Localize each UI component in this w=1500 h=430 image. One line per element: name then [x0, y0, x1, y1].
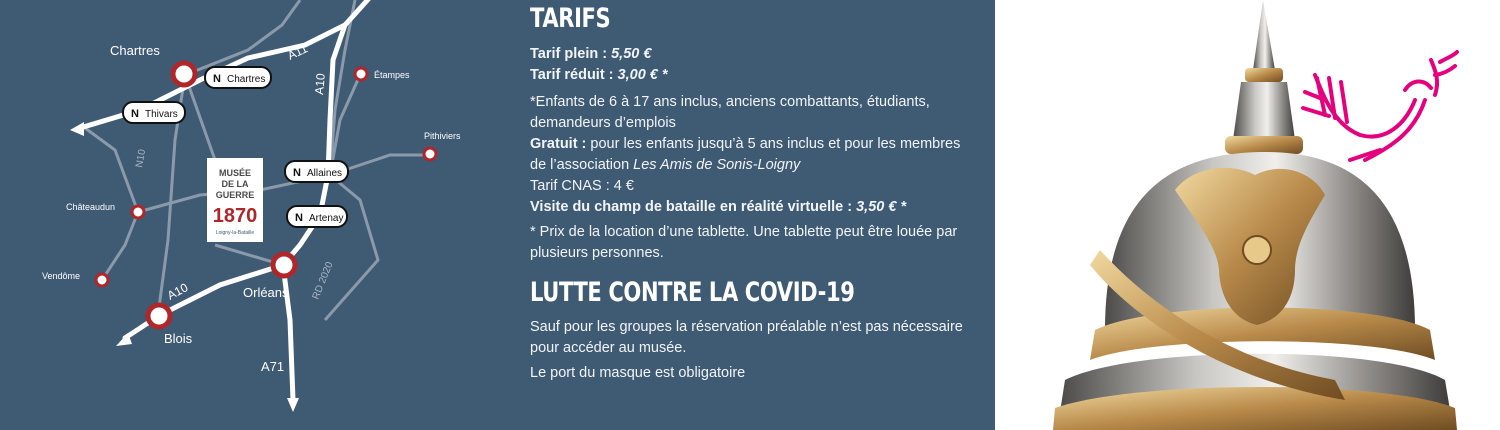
tarifs-heading: TARIFS: [530, 3, 611, 34]
tarif-vr-note: * Prix de la location d’une tablette. Une tablette peut être louée par plusieurs personnes.: [530, 223, 958, 261]
exit-label: Thivars: [145, 109, 178, 120]
museum-logo: [207, 158, 263, 242]
tarif-plein-label: Tarif plein :: [530, 45, 612, 62]
exit-label: Chartres: [227, 74, 266, 85]
tarif-reduit-label: Tarif réduit :: [530, 66, 618, 83]
exit-icon: N: [295, 212, 303, 224]
logo-place: Loigny-la-Bataille: [215, 230, 255, 236]
tarif-gratuit: [530, 134, 970, 176]
tarif-cnas: Tarif CNAS : 4 €: [530, 177, 634, 194]
marker-pithiviers: [424, 148, 436, 160]
city-label-chateaudun: Châteaudun: [66, 202, 116, 212]
marker-etampes: [355, 68, 367, 80]
info-panel: [530, 0, 970, 430]
helmet-photo: [995, 0, 1500, 430]
exit-icon: N: [213, 73, 221, 85]
marker-chateaudun: [132, 206, 144, 218]
logo-line2: DE LA: [221, 179, 249, 189]
tarif-gratuit-label: Gratuit :: [530, 135, 591, 152]
logo-line3: GUERRE: [215, 190, 255, 200]
road-label-a11: A11: [285, 41, 310, 63]
peace-dove-icon: [1303, 52, 1457, 160]
tarif-reduit: [530, 65, 970, 86]
tarif-plein: [530, 44, 970, 65]
marker-blois: [148, 305, 170, 327]
road-label-a10-top: A10: [312, 72, 328, 96]
arrow-south-icon: [287, 398, 299, 412]
tarif-reduit-value: 3,00 € *: [617, 66, 668, 83]
covid-heading: LUTTE CONTRE LA COVID-19: [530, 276, 855, 308]
city-label-pithiviers: Pithiviers: [424, 131, 461, 141]
marker-orleans: [273, 254, 295, 276]
pickelhaube-helmet-image: [995, 0, 1500, 430]
city-label-orleans: Orléans: [243, 285, 289, 300]
tarif-vr-value: 3,50 € *: [856, 198, 907, 215]
tarif-vr-label: Visite du champ de bataille en réalité virtuelle :: [530, 198, 857, 215]
tarif-vr: [530, 197, 970, 218]
exit-badge-chartres: [205, 67, 271, 88]
exit-label: Artenay: [309, 213, 344, 224]
access-map: [0, 0, 495, 430]
exit-icon: N: [131, 108, 139, 120]
marker-chartres: [173, 63, 195, 85]
tarif-plein-value: 5,50 €: [611, 45, 652, 62]
road-label-a71: A71: [261, 359, 285, 374]
tarif-reduit-note: *Enfants de 6 à 17 ans inclus, anciens combattants, étudiants, demandeurs d’emplois: [530, 93, 930, 131]
tarif-gratuit-text: pour les enfants jusqu’à 5 ans inclus et pour les membres de l’association: [530, 135, 961, 173]
road-label-rd2020: RD 2020: [310, 260, 336, 302]
city-label-chartres: Chartres: [110, 43, 160, 58]
exit-badge-artenay: [287, 206, 347, 227]
exit-icon: N: [293, 167, 301, 179]
city-label-vendome: Vendôme: [42, 271, 81, 281]
road-label-a10-bottom: A10: [164, 280, 191, 303]
marker-vendome: [96, 274, 108, 286]
arrow-west-icon: [70, 122, 84, 136]
road-label-n10: N10: [134, 148, 149, 169]
exit-badge-allaines: [285, 161, 348, 182]
logo-line1: MUSÉE: [218, 168, 252, 178]
exit-label: Allaines: [307, 168, 343, 179]
covid-text: Sauf pour les groupes la réservation préalable n’est pas nécessaire pour accéder au musée.: [530, 319, 963, 357]
covid-cut-line: Le port du masque est obligatoire: [530, 365, 746, 382]
city-label-etampes: Étampes: [374, 70, 410, 80]
tarif-gratuit-assoc: Les Amis de Sonis-Loigny: [633, 156, 801, 173]
exit-badge-thivars: [123, 102, 185, 123]
logo-year: 1870: [212, 205, 258, 227]
city-label-blois: Blois: [164, 331, 193, 346]
